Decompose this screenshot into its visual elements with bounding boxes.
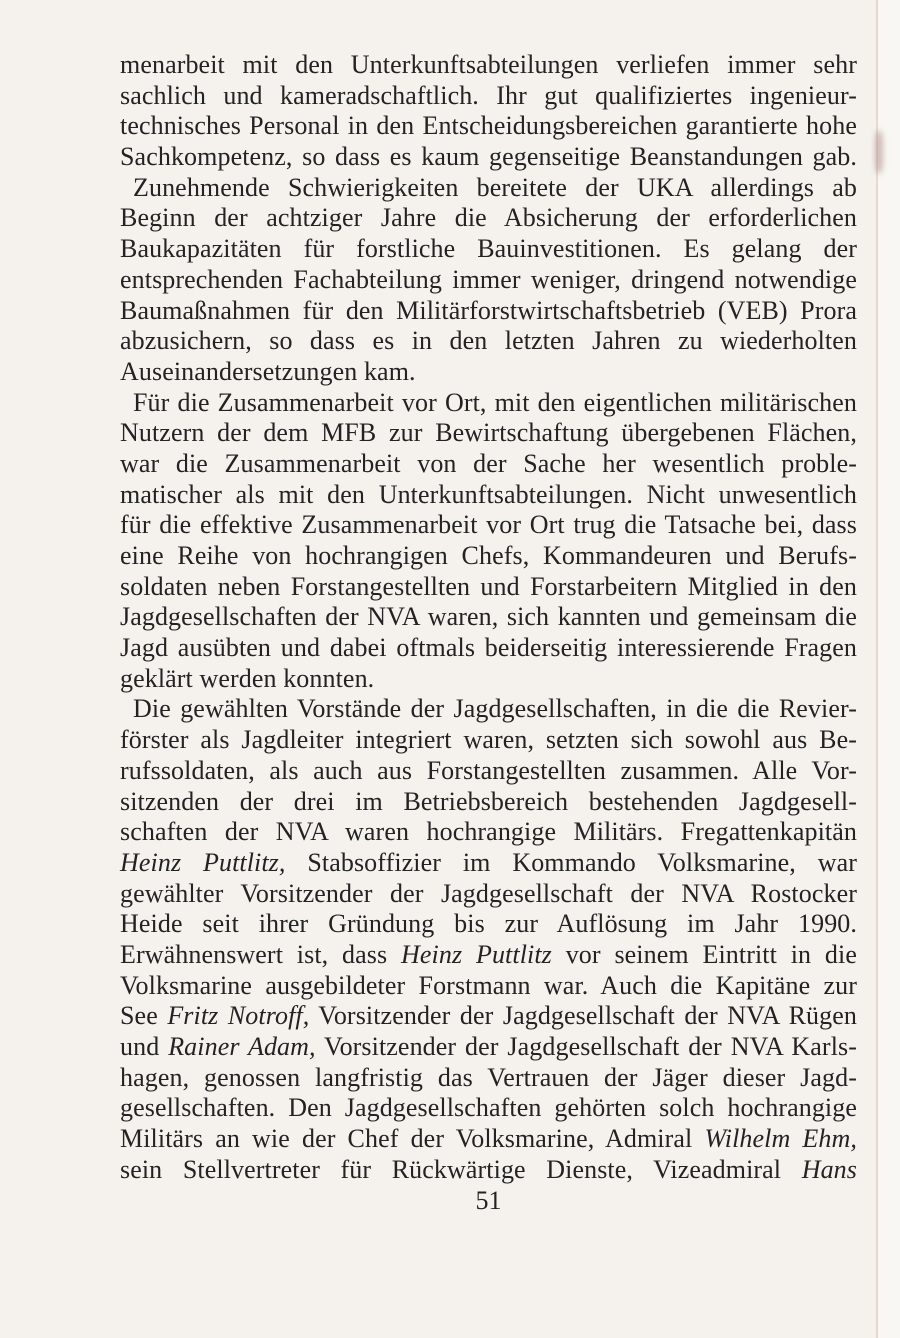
text-segment: vor seinem Eintritt in die xyxy=(551,939,857,969)
text-segment: Auseinandersetzungen kam. xyxy=(120,356,416,386)
text-line xyxy=(120,357,857,388)
text-segment: gesellschaften. Den Jagdgesellschaften gehörten solch hochrangige xyxy=(120,1093,857,1123)
text-segment: Für die Zusammenarbeit vor Ort, mit den eigentlichen militärischen xyxy=(133,387,857,417)
text-segment: Baukapazitäten für forstliche Bauinvestitionen. Es gelang der xyxy=(120,234,857,264)
text-line xyxy=(120,296,857,327)
text-line xyxy=(120,909,857,940)
text-line xyxy=(120,510,857,541)
page-number: 51 xyxy=(475,1186,502,1215)
text-line xyxy=(120,142,857,173)
italic-name-segment: Wilhelm Ehm, xyxy=(704,1124,857,1154)
page-text-block xyxy=(120,50,857,1185)
text-line xyxy=(120,81,857,112)
text-line xyxy=(120,848,857,879)
text-line xyxy=(120,1093,857,1124)
text-line xyxy=(120,1155,857,1186)
scan-right-margin xyxy=(878,0,900,1338)
text-segment: Stabsoffizier im Kommando Volksmarine, war xyxy=(285,847,858,877)
text-segment: Vorsitzender der Jagdgesellschaft der NVA Rügen xyxy=(309,1001,857,1031)
text-segment: gewählter Vorsitzender der Jagdgesellschaft der NVA Rostocker xyxy=(120,878,857,908)
text-segment: geklärt werden konnten. xyxy=(120,663,375,693)
text-segment: Jagdgesellschaften der NVA waren, sich kannten und gemeinsam die xyxy=(120,602,857,632)
text-line xyxy=(120,265,857,296)
text-segment: technisches Personal in den Entscheidungsbereichen garantierte hohe xyxy=(120,111,857,141)
text-segment: entsprechenden Fachabteilung immer weniger, dringend notwendige xyxy=(120,264,857,294)
text-line xyxy=(120,234,857,265)
text-line xyxy=(120,602,857,633)
text-line xyxy=(120,326,857,357)
text-line xyxy=(120,449,857,480)
italic-name-segment: Fritz Notroff, xyxy=(167,1001,310,1031)
text-segment: für die effektive Zusammenarbeit vor Ort trug die Tatsache bei, dass xyxy=(120,510,857,540)
text-segment: matischer als mit den Unterkunftsabteilungen. Nicht unwesentlich xyxy=(120,479,857,509)
text-segment: war die Zusammenarbeit von der Sache her wesentlich proble- xyxy=(120,448,857,478)
italic-name-segment: Rainer Adam, xyxy=(168,1032,316,1061)
text-segment: menarbeit mit den Unterkunftsabteilungen verliefen immer sehr xyxy=(120,50,857,79)
text-segment: Vorsitzender der Jagdgesellschaft der NVA Karls- xyxy=(315,1032,857,1061)
text-line xyxy=(120,971,857,1002)
text-segment: hagen, genossen langfristig das Vertrauen der Jäger dieser Jagd- xyxy=(120,1062,857,1092)
text-line xyxy=(120,173,857,204)
text-line xyxy=(120,480,857,511)
text-segment: See xyxy=(120,1001,168,1031)
text-segment: Jagd ausübten und dabei oftmals beiderseitig interessierende Fragen xyxy=(120,633,857,663)
text-line xyxy=(120,1001,857,1032)
text-line xyxy=(120,633,857,664)
text-line xyxy=(120,694,857,725)
text-segment: Zunehmende Schwierigkeiten bereitete der UKA allerdings ab xyxy=(133,172,857,202)
text-line xyxy=(120,572,857,603)
text-segment: soldaten neben Forstangestellten und Forstarbeitern Mitglied in den xyxy=(120,571,857,601)
text-segment: Die gewählten Vorstände der Jagdgesellschaften, in die die Revier- xyxy=(133,694,857,724)
text-segment: sitzenden der drei im Betriebsbereich bestehenden Jagdgesell- xyxy=(120,786,857,816)
text-line xyxy=(120,203,857,234)
text-segment: förster als Jagdleiter integriert waren, setzten sich sowohl aus Be- xyxy=(120,725,857,755)
italic-name-segment: Hans xyxy=(801,1154,857,1184)
text-segment: schaften der NVA waren hochrangige Militärs. Fregattenkapitän xyxy=(120,817,857,847)
text-segment: und xyxy=(120,1032,169,1061)
text-line xyxy=(120,1063,857,1094)
text-segment: Militärs an wie der Chef der Volksmarine, Admiral xyxy=(120,1124,705,1154)
text-segment: Nutzern der dem MFB zur Bewirtschaftung übergebenen Flächen, xyxy=(120,418,857,448)
text-line xyxy=(120,1124,857,1155)
text-line xyxy=(120,940,857,971)
text-line xyxy=(120,418,857,449)
text-line xyxy=(120,388,857,419)
text-segment: Beginn der achtziger Jahre die Absicherung der erforderlichen xyxy=(120,203,857,233)
text-line xyxy=(120,541,857,572)
text-line xyxy=(120,664,857,695)
text-line xyxy=(120,1032,857,1063)
text-segment: Heide seit ihrer Gründung bis zur Auflösung im Jahr 1990. xyxy=(120,909,857,939)
text-line xyxy=(120,50,857,81)
text-line xyxy=(120,817,857,848)
text-line xyxy=(120,111,857,142)
text-segment: eine Reihe von hochrangigen Chefs, Kommandeuren und Berufs- xyxy=(120,541,857,570)
page-edge-line xyxy=(876,0,878,1338)
text-line xyxy=(120,879,857,910)
text-segment: sachlich und kameradschaftlich. Ihr gut qualifiziertes ingenieur- xyxy=(120,80,857,110)
text-segment: abzusichern, so dass es in den letzten Jahren zu wiederholten xyxy=(120,326,857,356)
text-segment: Erwähnenswert ist, dass xyxy=(120,939,402,969)
italic-name-segment: Heinz Puttlitz, xyxy=(120,847,286,877)
italic-name-segment: Heinz Puttlitz xyxy=(401,939,552,969)
text-segment: rufssoldaten, als auch aus Forstangestellten zusammen. Alle Vor- xyxy=(120,755,857,785)
text-line xyxy=(120,787,857,818)
scan-smudge xyxy=(875,130,883,174)
text-segment: Sachkompetenz, so dass es kaum gegenseitige Beanstandungen gab. xyxy=(120,142,857,172)
text-segment: sein Stellvertreter für Rückwärtige Dienste, Vizeadmiral xyxy=(120,1154,802,1184)
text-segment: Volksmarine ausgebildeter Forstmann war. Auch die Kapitäne zur xyxy=(120,970,857,1000)
text-segment: Baumaßnahmen für den Militärforstwirtschaftsbetrieb (VEB) Prora xyxy=(120,295,857,325)
text-line xyxy=(120,725,857,756)
text-line xyxy=(120,756,857,787)
